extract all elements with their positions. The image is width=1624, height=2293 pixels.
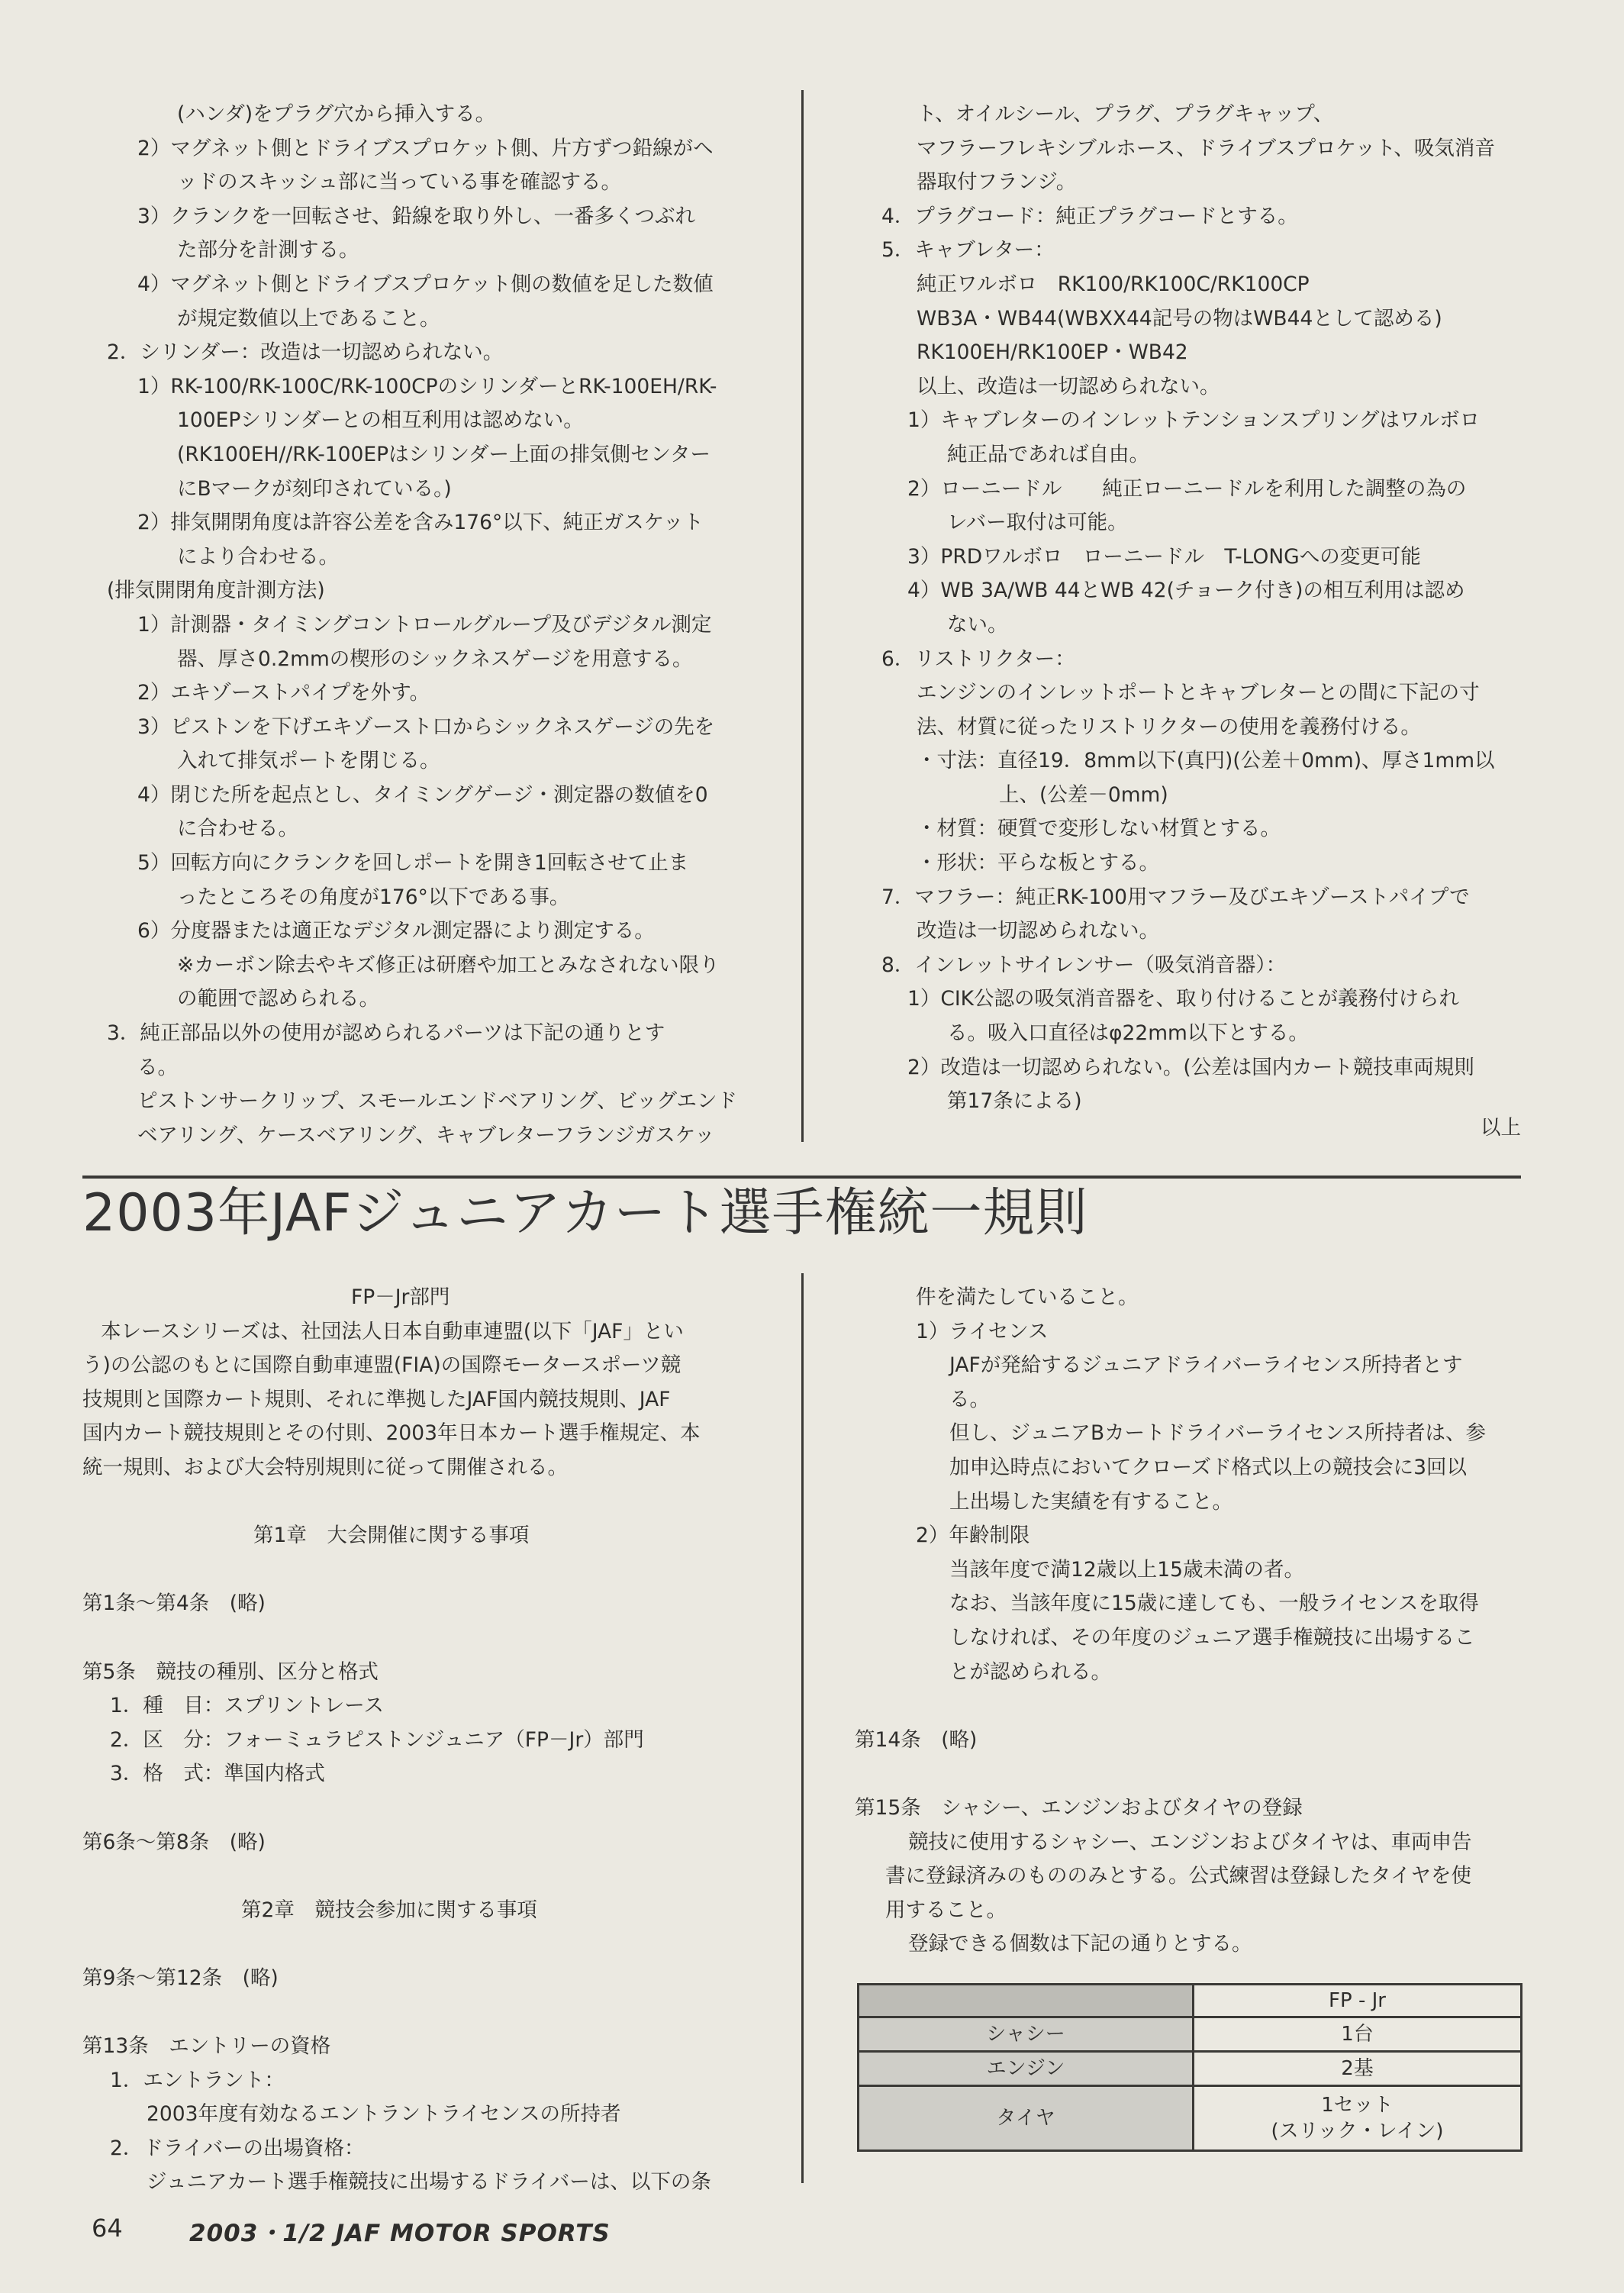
text-line: 3．純正部品以外の使用が認められるパーツは下記の通りとす	[107, 1021, 665, 1046]
text-line: 第5条 競技の種別、区分と格式	[82, 1659, 379, 1684]
text-line: 1）ライセンス	[916, 1319, 1049, 1343]
table-row	[859, 2017, 1522, 2052]
text-line: 当該年度で満12歳以上15歳未満の者。	[949, 1557, 1304, 1582]
text-line: 8．インレットサイレンサー（吸気消音器）：	[881, 953, 1287, 977]
text-line: 1）計測器・タイミングコントロールグループ及びデジタル測定	[137, 612, 712, 637]
text-line: (排気開閉角度計測方法)	[107, 579, 325, 603]
text-line: 2．ドライバーの出場資格：	[110, 2136, 365, 2160]
text-line: 以上、改造は一切認められない。	[917, 374, 1220, 398]
text-line: 但し、ジュニアBカートドライバーライセンス所持者は、参	[949, 1421, 1486, 1446]
text-line: ※カーボン除去やキズ修正は研磨や加工とみなされない限り	[177, 953, 720, 977]
text-line: 第13条 エントリーの資格	[82, 2034, 331, 2059]
text-line: エンジンのインレットポートとキャブレターとの間に下記の寸	[917, 681, 1480, 705]
text-line: 1）RK-100/RK-100C/RK-100CPのシリンダーとRK-100EH/RK-	[137, 374, 717, 398]
text-line: 入れて排気ポートを閉じる。	[177, 749, 440, 773]
text-line	[82, 1792, 769, 1826]
text-line: に合わせる。	[177, 817, 298, 841]
table-row-value	[1194, 2086, 1522, 2151]
text-line: ったところその角度が176°以下である事。	[177, 885, 570, 909]
top-left-column	[92, 98, 763, 1153]
text-line: 4）閉じた所を起点とし、タイミングゲージ・測定器の数値を0	[137, 782, 708, 807]
text-line: 100EPシリンダーとの相互利用は認めない。	[177, 408, 584, 433]
table-row-label: エンジン	[859, 2052, 1194, 2086]
text-line: ・形状：平らな板とする。	[917, 851, 1159, 876]
text-line: FP－Jr部門	[351, 1285, 450, 1309]
text-line: ピストンサークリップ、スモールエンドベアリング、ビッグエンド	[137, 1089, 737, 1114]
text-line: 2）ローニードル 純正ローニードルを利用した調整の為の	[907, 476, 1467, 501]
text-line: 3）PRDワルボロ ローニードル T-LONGへの変更可能	[907, 544, 1421, 569]
text-line: により合わせる。	[177, 544, 339, 569]
table-header-blank	[859, 1985, 1194, 2017]
text-line: 純正品であれば自由。	[947, 442, 1149, 466]
text-line: 器取付フランジ。	[917, 170, 1077, 195]
text-line: 6）分度器または適正なデジタル測定器により測定する。	[137, 919, 655, 943]
text-line: 本レースシリーズは、社団法人日本自動車連盟(以下「JAF」とい	[101, 1319, 684, 1343]
text-line: 5）回転方向にクランクを回しポートを開き1回転させて止ま	[137, 851, 689, 876]
text-line: 改造は一切認められない。	[917, 919, 1159, 943]
text-line: しなければ、その年度のジュニア選手権競技に出場するこ	[949, 1625, 1475, 1650]
text-line: た部分を計測する。	[177, 238, 359, 263]
text-line	[82, 1927, 769, 1962]
text-line: (ハンダ)をプラグ穴から挿入する。	[177, 102, 496, 126]
text-line: 加申込時点においてクローズド格式以上の競技会に3回以	[949, 1455, 1468, 1479]
text-line: 第1章 大会開催に関する事項	[253, 1524, 530, 1548]
table-row-label: タイヤ	[859, 2086, 1194, 2151]
text-line: 1）キャブレターのインレットテンションスプリングはワルボロ	[907, 408, 1481, 433]
text-line: ジュニアカート選手権競技に出場するドライバーは、以下の条	[147, 2170, 711, 2195]
text-line: 書に登録済みのもののみとする。公式練習は登録したタイヤを使	[885, 1864, 1471, 1888]
text-line: 第6条～第8条 (略)	[82, 1830, 266, 1854]
text-line: WB3A・WB44(WBXX44記号の物はWB44として認める)	[917, 306, 1442, 331]
text-line	[82, 1621, 769, 1656]
text-line: 用すること。	[885, 1898, 1007, 1922]
text-line: ない。	[947, 612, 1008, 637]
text-line: 2）年齢制限	[916, 1524, 1030, 1548]
table-row-value: 1台	[1194, 2017, 1522, 2052]
table-header-row	[859, 1985, 1522, 2017]
text-line: 統一規則、および大会特別規則に従って開催される。	[82, 1455, 568, 1479]
text-line: 第17条による)	[947, 1089, 1082, 1114]
text-line: (RK100EH//RK-100EPはシリンダー上面の排気側センター	[177, 442, 710, 466]
text-line: 登録できる個数は下記の通りとする。	[908, 1932, 1252, 1956]
text-line: 1．エントラント：	[110, 2068, 285, 2092]
text-line: 4）マグネット側とドライブスプロケット側の数値を足した数値	[137, 272, 714, 296]
registration-table	[857, 1983, 1522, 2152]
text-line: 上、(公差－0mm)	[999, 782, 1168, 807]
text-line: 3．格 式：準国内格式	[110, 1762, 325, 1786]
text-line: ト、オイルシール、プラグ、プラグキャップ、	[917, 102, 1334, 126]
text-line: る。吸入口直径はφ22mm以下とする。	[947, 1021, 1309, 1046]
column-divider-bottom	[801, 1273, 804, 2183]
text-line: 3）ピストンを下げエキゾースト口からシックネスゲージの先を	[137, 714, 715, 739]
text-line: ・材質：硬質で変形しない材質とする。	[917, 817, 1281, 841]
text-line: なお、当該年度に15歳に達しても、一般ライセンスを取得	[949, 1592, 1479, 1616]
column-divider-top	[801, 90, 804, 1142]
table-row-value: 2基	[1194, 2052, 1522, 2086]
text-line: ベアリング、ケースベアリング、キャブレターフランジガスケッ	[137, 1123, 715, 1147]
text-line: 上出場した実績を有すること。	[949, 1489, 1232, 1514]
text-line: ッドのスキッシュ部に当っている事を確認する。	[177, 170, 621, 195]
text-line	[82, 1485, 769, 1520]
text-line: RK100EH/RK100EP・WB42	[917, 340, 1188, 365]
text-line: う)の公認のもとに国際自動車連盟(FIA)の国際モータースポーツ競	[82, 1353, 682, 1378]
table-header-class: FP - Jr	[1194, 1985, 1522, 2017]
text-line	[82, 1859, 769, 1894]
text-line: が規定数値以上であること。	[177, 306, 440, 331]
text-line: 第9条～第12条 (略)	[82, 1966, 279, 1990]
text-line: の範囲で認められる。	[177, 987, 379, 1011]
end-mark: 以上	[1481, 1116, 1521, 1140]
table-row	[859, 2052, 1522, 2086]
text-line: 技規則と国際カート規則、それに準拠したJAF国内競技規則、JAF	[82, 1387, 671, 1411]
text-line: にBマークが刻印されている。)	[177, 476, 452, 501]
text-line: JAFが発給するジュニアドライバーライセンス所持者とす	[949, 1353, 1463, 1378]
table-row-label: シャシー	[859, 2017, 1194, 2052]
text-line: 法、材質に従ったリストリクターの使用を義務付ける。	[917, 714, 1421, 739]
text-line: 第1条～第4条 (略)	[82, 1592, 266, 1616]
text-line: 2．区 分：フォーミュラピストンジュニア（FP－Jr）部門	[110, 1727, 644, 1752]
text-line: 2．シリンダー：改造は一切認められない。	[107, 340, 504, 365]
text-line: る。	[137, 1055, 178, 1079]
text-line: 2）エキゾーストパイプを外す。	[137, 681, 430, 705]
text-line: 2）マグネット側とドライブスプロケット側、片方ずつ鉛線がヘ	[137, 136, 714, 160]
text-line: 2）改造は一切認められない。(公差は国内カート競技車両規則	[907, 1055, 1474, 1079]
text-line: る。	[949, 1387, 990, 1411]
text-line: 純正ワルボロ RK100/RK100C/RK100CP	[917, 272, 1310, 296]
text-line: 3）クランクを一回転させ、鉛線を取り外し、一番多くつぶれ	[137, 204, 696, 228]
section-title: 2003年JAFジュニアカート選手権統一規則	[82, 1183, 1088, 1243]
top-right-column	[881, 98, 1530, 1119]
text-line: ・寸法：直径19．8mm以下(真円)(公差＋0mm)、厚さ1mm以	[917, 749, 1495, 773]
text-line	[855, 1689, 1538, 1724]
text-line: 第14条 (略)	[855, 1727, 978, 1752]
text-line: 件を満たしていること。	[916, 1285, 1139, 1309]
table-row-value-main: 1セット	[1321, 2094, 1394, 2117]
text-line: 2）排気開閉角度は許容公差を含み176°以下、純正ガスケット	[137, 511, 704, 535]
text-line: 1）CIK公認の吸気消音器を、取り付けることが義務付けられ	[907, 987, 1460, 1011]
text-line: 国内カート競技規則とその付則、2003年日本カート選手権規定、本	[82, 1421, 701, 1446]
text-line: 6．リストリクター：	[881, 647, 1075, 671]
magazine-footer: 2003・1/2 JAF MOTOR SPORTS	[189, 2220, 611, 2247]
text-line: レバー取付は可能。	[947, 511, 1128, 535]
text-line: 5．キャブレター：	[881, 238, 1055, 263]
text-line: 1．種 目：スプリントレース	[110, 1694, 384, 1718]
section-rule	[82, 1176, 1521, 1179]
text-line: 第2章 競技会参加に関する事項	[241, 1898, 537, 1922]
text-line: 2003年度有効なるエントラントライセンスの所持者	[147, 2102, 621, 2127]
text-line: 競技に使用するシャシー、エンジンおよびタイヤは、車両申告	[908, 1830, 1472, 1854]
text-line	[82, 1995, 769, 2030]
bottom-left-column	[82, 1281, 769, 2200]
table-row-value-sub: (スリック・レイン)	[1271, 2120, 1444, 2143]
table-row	[859, 2086, 1522, 2151]
text-line	[82, 1553, 769, 1588]
page-number: 64	[92, 2214, 123, 2243]
text-line: 器、厚さ0.2mmの楔形のシックネスゲージを用意する。	[177, 647, 693, 671]
text-line: マフラーフレキシブルホース、ドライブスプロケット、吸気消音	[917, 136, 1495, 160]
text-line: 4．プラグコード：純正プラグコードとする。	[881, 204, 1298, 228]
text-line	[855, 1757, 1538, 1792]
text-line: 7．マフラー：純正RK-100用マフラー及びエキゾーストパイプで	[881, 885, 1470, 909]
text-line: 4）WB 3A/WB 44とWB 42(チョーク付き)の相互利用は認め	[907, 579, 1465, 603]
text-line: とが認められる。	[949, 1659, 1111, 1684]
text-line: 第15条 シャシー、エンジンおよびタイヤの登録	[855, 1795, 1303, 1820]
bottom-right-column	[855, 1281, 1538, 1962]
